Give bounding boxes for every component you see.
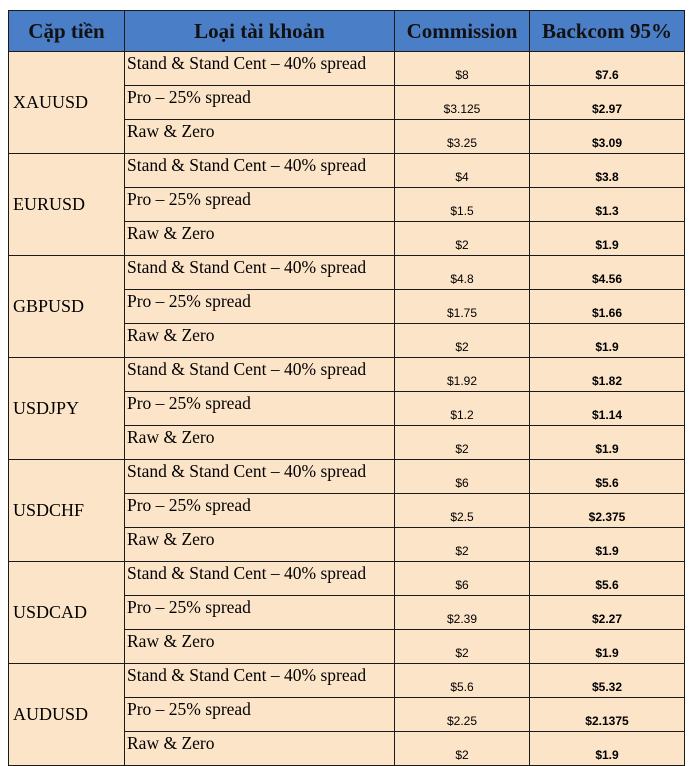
- currency-pair-cell: USDCAD: [9, 562, 125, 664]
- commission-cell: $2: [395, 426, 530, 460]
- backcom-cell: $2.27: [530, 596, 685, 630]
- currency-pair-cell: AUDUSD: [9, 664, 125, 766]
- commission-cell: $2: [395, 324, 530, 358]
- backcom-cell: $1.9: [530, 732, 685, 766]
- account-type-cell: Pro – 25% spread: [125, 494, 395, 528]
- account-type-cell: Pro – 25% spread: [125, 596, 395, 630]
- commission-cell: $6: [395, 562, 530, 596]
- table-body: [9, 52, 685, 766]
- account-type-cell: Pro – 25% spread: [125, 86, 395, 120]
- header-pair: Cặp tiền: [9, 11, 125, 52]
- commission-cell: $2: [395, 732, 530, 766]
- account-type-cell: Stand & Stand Cent – 40% spread: [125, 358, 395, 392]
- table-header-row: [9, 11, 685, 52]
- account-type-cell: Stand & Stand Cent – 40% spread: [125, 562, 395, 596]
- currency-pair-cell: USDCHF: [9, 460, 125, 562]
- account-type-cell: Raw & Zero: [125, 222, 395, 256]
- account-type-cell: Stand & Stand Cent – 40% spread: [125, 154, 395, 188]
- commission-cell: $2.25: [395, 698, 530, 732]
- account-type-cell: Raw & Zero: [125, 630, 395, 664]
- commission-cell: $2: [395, 528, 530, 562]
- commission-cell: $5.6: [395, 664, 530, 698]
- account-type-cell: Pro – 25% spread: [125, 188, 395, 222]
- backcom-cell: $1.3: [530, 188, 685, 222]
- backcom-cell: $1.14: [530, 392, 685, 426]
- backcom-cell: $1.9: [530, 222, 685, 256]
- commission-table: [8, 10, 685, 766]
- backcom-cell: $3.8: [530, 154, 685, 188]
- account-type-cell: Raw & Zero: [125, 528, 395, 562]
- commission-cell: $1.5: [395, 188, 530, 222]
- table-row: [9, 460, 685, 494]
- account-type-cell: Stand & Stand Cent – 40% spread: [125, 256, 395, 290]
- commission-cell: $2.39: [395, 596, 530, 630]
- commission-cell: $2: [395, 222, 530, 256]
- currency-pair-cell: EURUSD: [9, 154, 125, 256]
- currency-pair-cell: XAUUSD: [9, 52, 125, 154]
- commission-cell: $3.25: [395, 120, 530, 154]
- commission-cell: $4.8: [395, 256, 530, 290]
- account-type-cell: Raw & Zero: [125, 324, 395, 358]
- account-type-cell: Pro – 25% spread: [125, 698, 395, 732]
- account-type-cell: Stand & Stand Cent – 40% spread: [125, 52, 395, 86]
- commission-cell: $6: [395, 460, 530, 494]
- backcom-cell: $1.66: [530, 290, 685, 324]
- commission-cell: $2: [395, 630, 530, 664]
- backcom-cell: $3.09: [530, 120, 685, 154]
- currency-pair-cell: USDJPY: [9, 358, 125, 460]
- currency-pair-cell: GBPUSD: [9, 256, 125, 358]
- backcom-cell: $4.56: [530, 256, 685, 290]
- commission-cell: $2.5: [395, 494, 530, 528]
- backcom-cell: $5.6: [530, 562, 685, 596]
- header-account-type: Loại tài khoản: [125, 11, 395, 52]
- commission-cell: $1.2: [395, 392, 530, 426]
- backcom-cell: $5.32: [530, 664, 685, 698]
- account-type-cell: Stand & Stand Cent – 40% spread: [125, 664, 395, 698]
- backcom-cell: $1.82: [530, 358, 685, 392]
- table-row: [9, 52, 685, 86]
- account-type-cell: Stand & Stand Cent – 40% spread: [125, 460, 395, 494]
- table-row: [9, 154, 685, 188]
- commission-cell: $4: [395, 154, 530, 188]
- backcom-cell: $1.9: [530, 630, 685, 664]
- account-type-cell: Pro – 25% spread: [125, 392, 395, 426]
- commission-table-container: [8, 10, 685, 766]
- header-commission: Commission: [395, 11, 530, 52]
- backcom-cell: $1.9: [530, 528, 685, 562]
- account-type-cell: Pro – 25% spread: [125, 290, 395, 324]
- backcom-cell: $2.1375: [530, 698, 685, 732]
- account-type-cell: Raw & Zero: [125, 120, 395, 154]
- backcom-cell: $7.6: [530, 52, 685, 86]
- account-type-cell: Raw & Zero: [125, 426, 395, 460]
- table-row: [9, 562, 685, 596]
- table-row: [9, 664, 685, 698]
- table-row: [9, 358, 685, 392]
- commission-cell: $3.125: [395, 86, 530, 120]
- commission-cell: $8: [395, 52, 530, 86]
- backcom-cell: $5.6: [530, 460, 685, 494]
- commission-cell: $1.75: [395, 290, 530, 324]
- backcom-cell: $1.9: [530, 324, 685, 358]
- backcom-cell: $2.97: [530, 86, 685, 120]
- account-type-cell: Raw & Zero: [125, 732, 395, 766]
- commission-cell: $1.92: [395, 358, 530, 392]
- backcom-cell: $1.9: [530, 426, 685, 460]
- header-backcom: Backcom 95%: [530, 11, 685, 52]
- table-row: [9, 256, 685, 290]
- backcom-cell: $2.375: [530, 494, 685, 528]
